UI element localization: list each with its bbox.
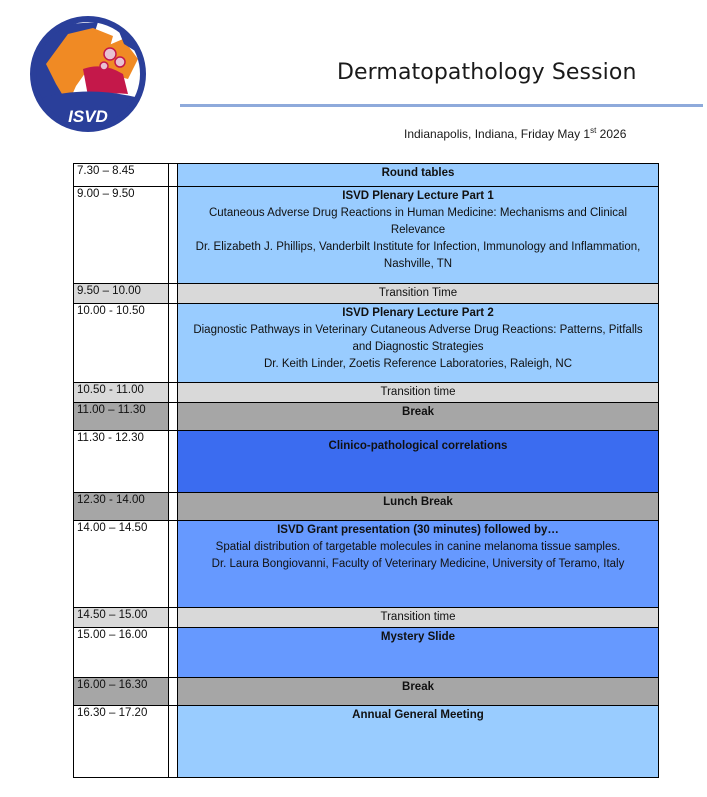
session-cell [178, 284, 659, 304]
spacer-cell [169, 608, 178, 628]
time-cell: 9.00 – 9.50 [74, 187, 169, 284]
time-cell: 16.30 – 17.20 [74, 706, 169, 778]
session-cell [178, 383, 659, 403]
schedule-row [74, 431, 659, 493]
session-detail: Spatial distribution of targetable molecules in canine melanoma tissue samples. [215, 541, 621, 553]
session-cell [178, 431, 659, 493]
time-cell: 10.00 - 10.50 [74, 304, 169, 383]
time-cell: 7.30 – 8.45 [74, 164, 169, 187]
subtitle-suffix: 2026 [596, 127, 627, 141]
spacer-cell [169, 383, 178, 403]
session-cell [178, 521, 659, 608]
time-cell: 12.30 - 14.00 [74, 493, 169, 521]
session-heading: Transition Time [378, 287, 458, 299]
session-detail: Dr. Elizabeth J. Phillips, Vanderbilt Institute for Infection, Immunology and Inflammation, Nashville, TN [195, 241, 641, 270]
time-cell: 14.50 – 15.00 [74, 608, 169, 628]
session-heading: ISVD Plenary Lecture Part 2 [342, 307, 494, 319]
schedule-row [74, 187, 659, 284]
session-heading: Transition time [380, 386, 456, 398]
page-title: Dermatopathology Session [337, 60, 637, 85]
subtitle-prefix: Indianapolis, Indiana, Friday May 1 [404, 127, 591, 141]
schedule-table [73, 163, 659, 778]
isvd-logo [28, 14, 148, 138]
time-cell: 11.00 – 11.30 [74, 403, 169, 431]
session-location-date [404, 127, 626, 141]
session-heading: Break [402, 681, 434, 693]
time-cell: 15.00 – 16.00 [74, 628, 169, 678]
session-detail: Dr. Laura Bongiovanni, Faculty of Veterinary Medicine, University of Teramo, Italy [211, 558, 625, 570]
session-cell [178, 678, 659, 706]
spacer-cell [169, 706, 178, 778]
spacer-cell [169, 284, 178, 304]
session-heading: Mystery Slide [380, 631, 456, 643]
session-heading: Annual General Meeting [352, 709, 484, 721]
logo-text: ISVD [68, 107, 108, 126]
session-heading: Lunch Break [383, 496, 453, 508]
spacer-cell [169, 403, 178, 431]
schedule-row [74, 678, 659, 706]
schedule-row [74, 284, 659, 304]
session-cell [178, 628, 659, 678]
session-heading: ISVD Plenary Lecture Part 1 [342, 190, 494, 202]
spacer-cell [169, 187, 178, 284]
session-cell [178, 187, 659, 284]
session-cell [178, 608, 659, 628]
session-cell [178, 164, 659, 187]
schedule-row [74, 608, 659, 628]
session-detail: Cutaneous Adverse Drug Reactions in Human Medicine: Mechanisms and Clinical Relevance [208, 207, 628, 236]
time-cell: 16.00 – 16.30 [74, 678, 169, 706]
session-heading: Round tables [381, 167, 455, 179]
session-heading: ISVD Grant presentation (30 minutes) followed by… [277, 524, 559, 536]
schedule-row [74, 493, 659, 521]
title-rule [180, 104, 703, 107]
session-cell [178, 706, 659, 778]
schedule-row [74, 521, 659, 608]
schedule-row [74, 304, 659, 383]
session-heading: Transition time [380, 611, 456, 623]
spacer-cell [169, 521, 178, 608]
session-heading: Clinico-pathological correlations [328, 440, 508, 452]
schedule-row [74, 706, 659, 778]
spacer-cell [169, 304, 178, 383]
session-cell [178, 304, 659, 383]
session-heading: Break [402, 406, 434, 418]
schedule-row [74, 164, 659, 187]
schedule-row [74, 383, 659, 403]
time-cell: 10.50 - 11.00 [74, 383, 169, 403]
session-cell [178, 493, 659, 521]
spacer-cell [169, 493, 178, 521]
spacer-cell [169, 431, 178, 493]
session-detail: Dr. Keith Linder, Zoetis Reference Laboratories, Raleigh, NC [263, 358, 573, 370]
time-cell: 11.30 - 12.30 [74, 431, 169, 493]
session-cell [178, 403, 659, 431]
session-detail: Diagnostic Pathways in Veterinary Cutaneous Adverse Drug Reactions: Patterns, Pitfalls and Diagnostic Strategies [193, 324, 643, 353]
spacer-cell [169, 164, 178, 187]
time-cell: 9.50 – 10.00 [74, 284, 169, 304]
time-cell: 14.00 – 14.50 [74, 521, 169, 608]
spacer-cell [169, 628, 178, 678]
spacer-cell [169, 678, 178, 706]
schedule-row [74, 403, 659, 431]
schedule-row [74, 628, 659, 678]
subtitle-sup: st [590, 126, 597, 135]
